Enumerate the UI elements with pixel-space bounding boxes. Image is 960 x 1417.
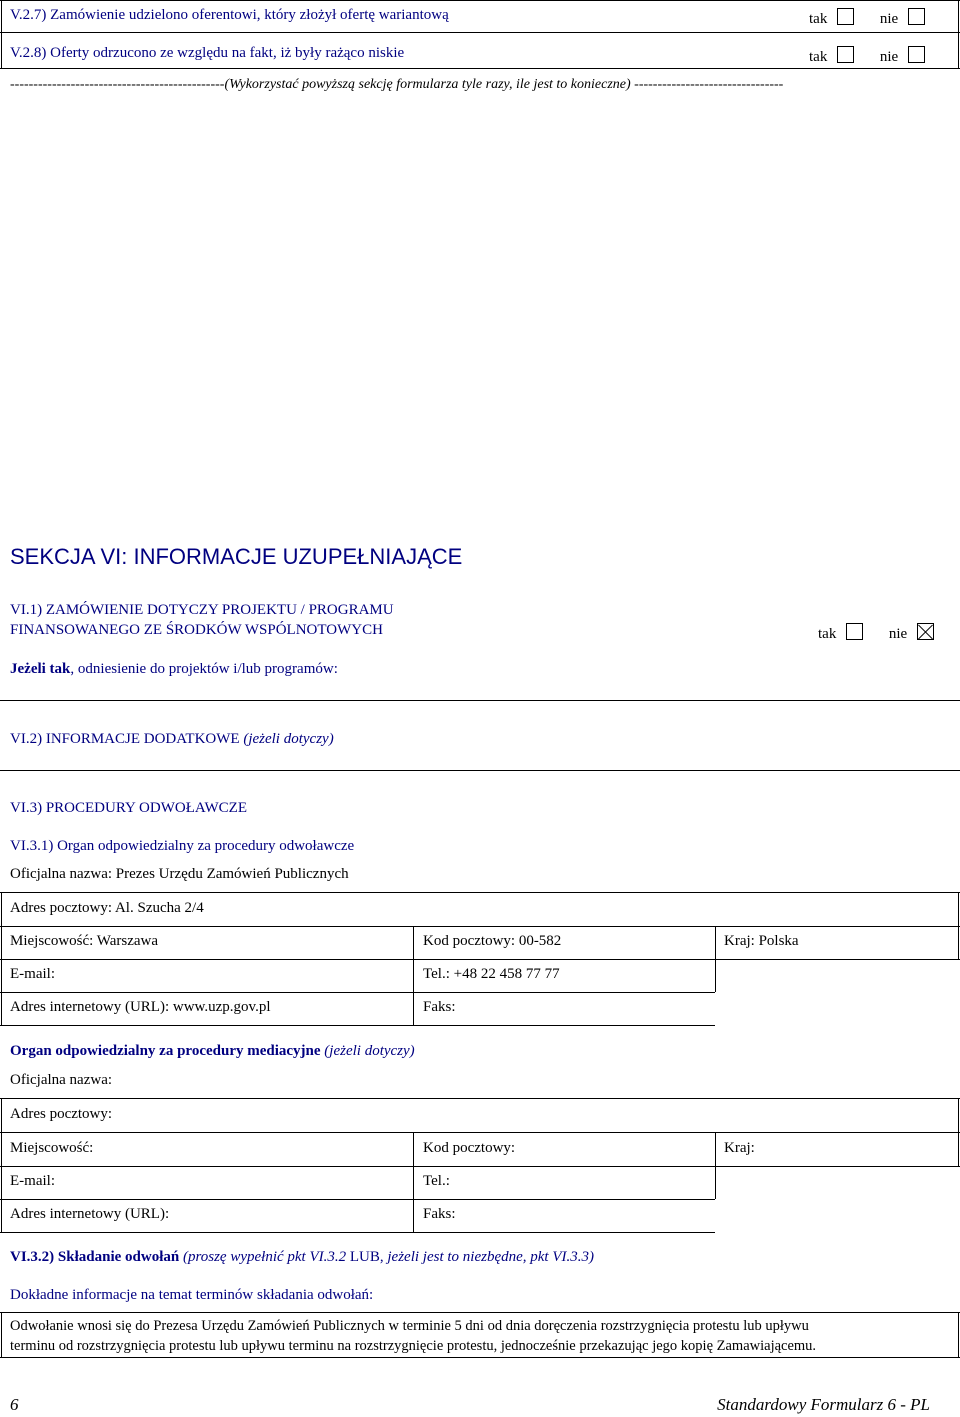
mediacja-miejscowosc: Miejscowość:: [10, 1140, 94, 1156]
mediacja-rule-2: [0, 1132, 960, 1133]
organ-rule-5: [0, 1025, 715, 1026]
vi32-box-top: [0, 1312, 960, 1313]
mediacja-rule-3: [0, 1166, 960, 1167]
organ-rule-1: [0, 892, 960, 893]
mediacja-left: [1, 1098, 2, 1232]
organ-kod: Kod pocztowy: 00-582: [423, 933, 562, 949]
mediacja-nazwa: Oficjalna nazwa:: [10, 1072, 113, 1088]
top-rule-2: [0, 32, 960, 33]
repeat-note-dashes-left: ----------------------------------------------: [10, 78, 225, 92]
mediacja-col-2: [715, 1132, 716, 1199]
vi1-nie-checkbox[interactable]: [917, 623, 934, 640]
rule-vi2: [0, 770, 960, 771]
vi32-lub: LUB,: [346, 1249, 388, 1265]
v27-choice: [809, 8, 925, 27]
mediacja-note: (jeżeli dotyczy): [324, 1043, 415, 1059]
vi1-line2: FINANSOWANEGO ZE ŚRODKÓW WSPÓLNOTOWYCH: [10, 622, 383, 638]
organ-left: [1, 892, 2, 1025]
vi3-label: VI.3) PROCEDURY ODWOŁAWCZE: [10, 800, 247, 816]
vi32-note: (proszę wypełnić pkt VI.3.2: [182, 1249, 347, 1265]
mediacja-col-1: [413, 1132, 414, 1232]
organ-nazwa: Oficjalna nazwa: Prezes Urzędu Zamówień Publicznych: [10, 866, 349, 882]
mediacja-url: Adres internetowy (URL):: [10, 1206, 170, 1222]
mediacja-kod: Kod pocztowy:: [423, 1140, 516, 1156]
vi32-body-1: Odwołanie wnosi się do Prezesa Urzędu Zamówień Publicznych w terminie 5 dni od dnia doręczenia rozstrzygnięcia protestu lub upływu: [10, 1318, 809, 1334]
v27-label: V.2.7) Zamówienie udzielono oferentowi, który złożył ofertę wariantową: [10, 7, 449, 23]
vi1-line1: VI.1) ZAMÓWIENIE DOTYCZY PROJEKTU / PROGRAMU: [10, 602, 394, 618]
v28-nie-checkbox[interactable]: [908, 46, 925, 63]
v28-nie-label: nie: [879, 49, 899, 65]
repeat-note-text: (Wykorzystać powyższą sekcję formularza tyle razy, ile jest to konieczne): [224, 78, 631, 92]
mediacja-rule-5: [0, 1232, 715, 1233]
organ-col-1: [413, 926, 414, 1025]
v28-label: V.2.8) Oferty odrzucono ze względu na fakt, iż były rażąco niskie: [10, 45, 405, 61]
vi2-line: [10, 732, 334, 747]
v28-tak-checkbox[interactable]: [837, 46, 854, 63]
section-title: SEKCJA VI: INFORMACJE UZUPEŁNIAJĄCE: [10, 544, 463, 569]
mediacja-rule-4: [0, 1199, 715, 1200]
mediacja-rule-1: [0, 1098, 960, 1099]
organ-adres: Adres pocztowy: Al. Szucha 2/4: [10, 900, 204, 916]
vi2-note: (jeżeli dotyczy): [243, 731, 334, 747]
organ-url: Adres internetowy (URL): www.uzp.gov.pl: [10, 999, 271, 1015]
mediacja-right: [958, 1098, 959, 1166]
organ-rule-2: [0, 926, 960, 927]
vi1-choice: [818, 623, 934, 642]
organ-rule-3: [0, 959, 960, 960]
vi32-box-left: [1, 1312, 2, 1357]
mediacja-title-line: [10, 1044, 415, 1059]
vi31-label: VI.3.1) Organ odpowiedzialny za procedury odwoławcze: [10, 838, 355, 854]
vi32-dokladne: Dokładne informacje na temat terminów składania odwołań:: [10, 1287, 374, 1303]
mediacja-kraj: Kraj:: [724, 1140, 755, 1156]
rule-vi1: [0, 700, 960, 701]
jezeli-rest: , odniesienie do projektów i/lub programów:: [70, 661, 338, 677]
vi32-line: [10, 1250, 594, 1265]
mediacja-title: Organ odpowiedzialny za procedury mediacyjne: [10, 1043, 321, 1059]
mediacja-tel: Tel.:: [423, 1173, 450, 1189]
v28-tak-label: tak: [809, 49, 828, 65]
vi32-body-2: terminu od rozstrzygnięcia protestu lub upływu terminu na rozstrzygnięcie protestu, jednocześnie przekazując jego kopię Zamawiającemu.: [10, 1338, 817, 1354]
mediacja-faks: Faks:: [423, 1206, 456, 1222]
top-rule-left: [1, 0, 2, 68]
vi32-title: VI.3.2) Składanie odwołań: [10, 1249, 180, 1265]
v27-tak-checkbox[interactable]: [837, 8, 854, 25]
organ-email: E-mail:: [10, 966, 55, 982]
top-rule-right: [958, 0, 959, 68]
organ-rule-4: [0, 992, 715, 993]
vi32-box-bottom: [0, 1357, 960, 1358]
vi2-label: VI.2) INFORMACJE DODATKOWE: [10, 731, 240, 747]
repeat-note: [10, 78, 950, 92]
mediacja-adres: Adres pocztowy:: [10, 1106, 113, 1122]
organ-faks: Faks:: [423, 999, 456, 1015]
mediacja-email: E-mail:: [10, 1173, 55, 1189]
top-rule-3: [0, 68, 960, 69]
page-number: 6: [10, 1395, 19, 1414]
vi1-nie-label: nie: [888, 626, 908, 642]
jezeli-line: [10, 662, 338, 677]
organ-kraj: Kraj: Polska: [724, 933, 799, 949]
organ-miejscowosc: Miejscowość: Warszawa: [10, 933, 159, 949]
organ-tel: Tel.: +48 22 458 77 77: [423, 966, 560, 982]
vi1-tak-checkbox[interactable]: [846, 623, 863, 640]
form-name: Standardowy Formularz 6 - PL: [717, 1395, 930, 1414]
organ-col-2: [715, 926, 716, 992]
top-rule-1: [0, 0, 960, 1]
vi32-note2: jeżeli jest to niezbędne, pkt VI.3.3): [387, 1249, 594, 1265]
organ-right: [958, 892, 959, 959]
repeat-note-dashes-right: --------------------------------: [630, 78, 784, 92]
v27-nie-label: nie: [879, 11, 899, 27]
v27-tak-label: tak: [809, 11, 828, 27]
vi32-box-right: [958, 1312, 959, 1357]
jezeli-bold: Jeżeli tak: [10, 661, 71, 677]
v27-nie-checkbox[interactable]: [908, 8, 925, 25]
vi1-tak-label: tak: [818, 626, 837, 642]
v28-choice: [809, 46, 925, 65]
